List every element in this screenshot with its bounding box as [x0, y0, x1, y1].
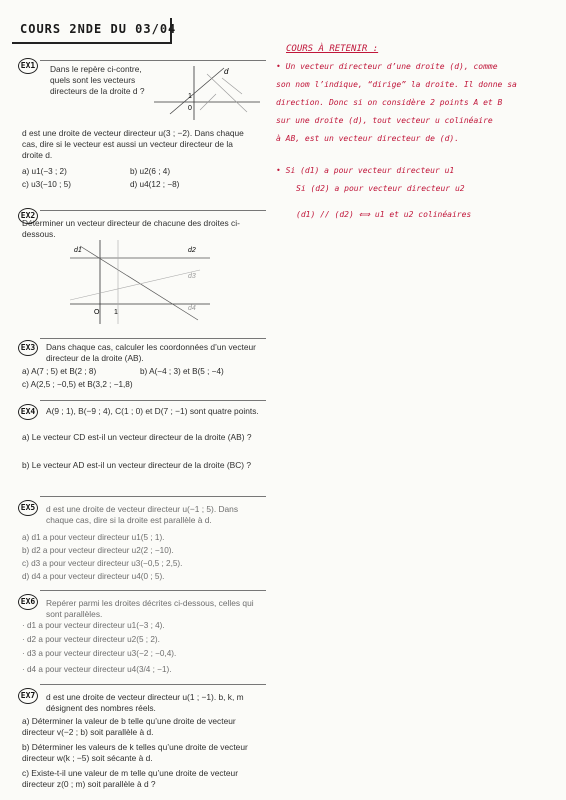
ex1-d-label: d: [224, 67, 229, 76]
notes-line-2: son nom l’indique, “dirige” la droite. Il donne sa: [276, 80, 517, 89]
ex7-question: d est une droite de vecteur directeur u(1 ; −1). b, k, m désignent des nombres réels.: [46, 692, 244, 713]
ex6-item-2: · d2 a pour vecteur directeur u2(5 ; 2).: [22, 635, 160, 644]
ex7-item-c: c) Existe-t-il une valeur de m telle qu’une droite de vecteur directeur z(0 ; m) soit parallèle à d ?: [22, 768, 238, 789]
ex5-item-b: b) d2 a pour vecteur directeur u2(2 ; −10).: [22, 546, 174, 555]
ex1b-item-a: a) u1(−3 ; 2): [22, 167, 67, 176]
notes-line-7: Si (d2) a pour vecteur directeur u2: [296, 184, 465, 193]
ex3-rule: [40, 338, 266, 339]
ex3-item-b: b) A(−4 ; 3) et B(5 ; −4): [140, 367, 224, 376]
ex1b-item-b: b) u2(6 ; 4): [130, 167, 171, 176]
ex6-question: Repérer parmi les droites décrites ci-dessous, celles qui sont parallèles.: [46, 598, 254, 619]
ex6-item-4: · d4 a pour vecteur directeur u4(3/4 ; −1).: [22, 665, 172, 674]
ex1-zero-label: 0: [188, 105, 192, 112]
ex2-one-label: 1: [114, 309, 118, 316]
notes-line-1: • Un vecteur directeur d’une droite (d), comme: [276, 62, 498, 71]
ex2-question: Déterminer un vecteur directeur de chacune des droites ci-dessous.: [22, 218, 240, 239]
ex3-item-a: a) A(7 ; 5) et B(2 ; 8): [22, 367, 97, 376]
ex3-question: Dans chaque cas, calculer les coordonnées d’un vecteur directeur de la droite (AB).: [46, 342, 256, 363]
notes-line-8: (d1) // (d2) ⟺ u1 et u2 colinéaires: [296, 210, 472, 219]
ex7-label: EX7: [18, 688, 38, 704]
ex2-d4-label: d4: [188, 305, 196, 312]
ex4-item-a: a) Le vecteur CD est-il un vecteur directeur de la droite (AB) ?: [22, 432, 252, 442]
ex6-item-3: · d3 a pour vecteur directeur u3(−2 ; −0,4).: [22, 649, 177, 658]
notes-line-5: à AB, est un vecteur directeur de (d).: [276, 134, 460, 143]
ex2-label: EX2: [18, 208, 38, 224]
ex5-item-c: c) d3 a pour vecteur directeur u3(−0,5 ; 2,5).: [22, 559, 183, 568]
ex1-vector: [222, 78, 242, 94]
notes-line-6: • Si (d1) a pour vecteur directeur u1: [276, 166, 455, 175]
ex3-item-c: c) A(2,5 ; −0,5) et B(3,2 ; −1,8): [22, 380, 133, 389]
ex1-one-label: 1: [188, 93, 192, 100]
ex1-rule: [40, 60, 266, 61]
ex1b-intro: d est une droite de vecteur directeur u(3 ; −2). Dans chaque cas, dire si le vecteur est aussi un vecteur directeur de la droite d.: [22, 128, 244, 160]
ex4-label: EX4: [18, 404, 38, 420]
ex6-label: EX6: [18, 594, 38, 610]
ex5-label: EX5: [18, 500, 38, 516]
ex1-question: Dans le repère ci-contre, quels sont les vecteurs directeurs de la droite d ?: [50, 64, 145, 96]
ex5-item-a: a) d1 a pour vecteur directeur u1(5 ; 1).: [22, 533, 165, 542]
ex4-rule: [40, 400, 266, 401]
ex5-item-d: d) d4 a pour vecteur directeur u4(0 ; 5).: [22, 572, 165, 581]
ex2-d2-label: d2: [188, 247, 196, 254]
notes-line-4: sur une droite (d), tout vecteur u colinéaire: [276, 116, 493, 125]
ex7-item-b: b) Déterminer les valeurs de k telles qu’une droite de vecteur directeur w(k ; −5) soit sécante à d.: [22, 742, 248, 763]
ex2-d1-label: d1: [74, 247, 82, 254]
ex2-d3-label: d3: [188, 273, 196, 280]
ex2-line-d3: [70, 270, 200, 300]
ex5-question: d est une droite de vecteur directeur u(−1 ; 5). Dans chaque cas, dire si la droite est parallèle à d.: [46, 504, 239, 525]
ex6-rule: [40, 590, 266, 591]
ex7-item-a: a) Déterminer la valeur de b telle qu’une droite de vecteur directeur v(−2 ; b) soit parallèle à d.: [22, 716, 236, 737]
ex2-origin-label: O: [94, 309, 100, 316]
ex5-rule: [40, 496, 266, 497]
ex7-rule: [40, 684, 266, 685]
ex4-question: A(9 ; 1), B(−9 ; 4), C(1 ; 0) et D(7 ; −1) sont quatre points.: [46, 406, 259, 416]
ex1b-item-c: c) u3(−10 ; 5): [22, 180, 71, 189]
ex4-item-b: b) Le vecteur AD est-il un vecteur directeur de la droite (BC) ?: [22, 460, 252, 470]
notes-line-3: direction. Donc si on considère 2 points A et B: [276, 98, 503, 107]
ex6-item-1: · d1 a pour vecteur directeur u1(−3 ; 4).: [22, 621, 165, 630]
ex1-label: EX1: [18, 58, 38, 74]
page-title: COURS 2NDE DU 03/04: [20, 22, 177, 36]
ex1-line-d: [170, 68, 224, 114]
ex1b-item-d: d) u4(12 ; −8): [130, 180, 180, 189]
ex3-label: EX3: [18, 340, 38, 356]
notes-title: COURS À RETENIR :: [286, 44, 379, 54]
ex1-graph: [152, 64, 262, 122]
ex2-rule: [40, 210, 266, 211]
ex2-graph: [70, 240, 210, 324]
